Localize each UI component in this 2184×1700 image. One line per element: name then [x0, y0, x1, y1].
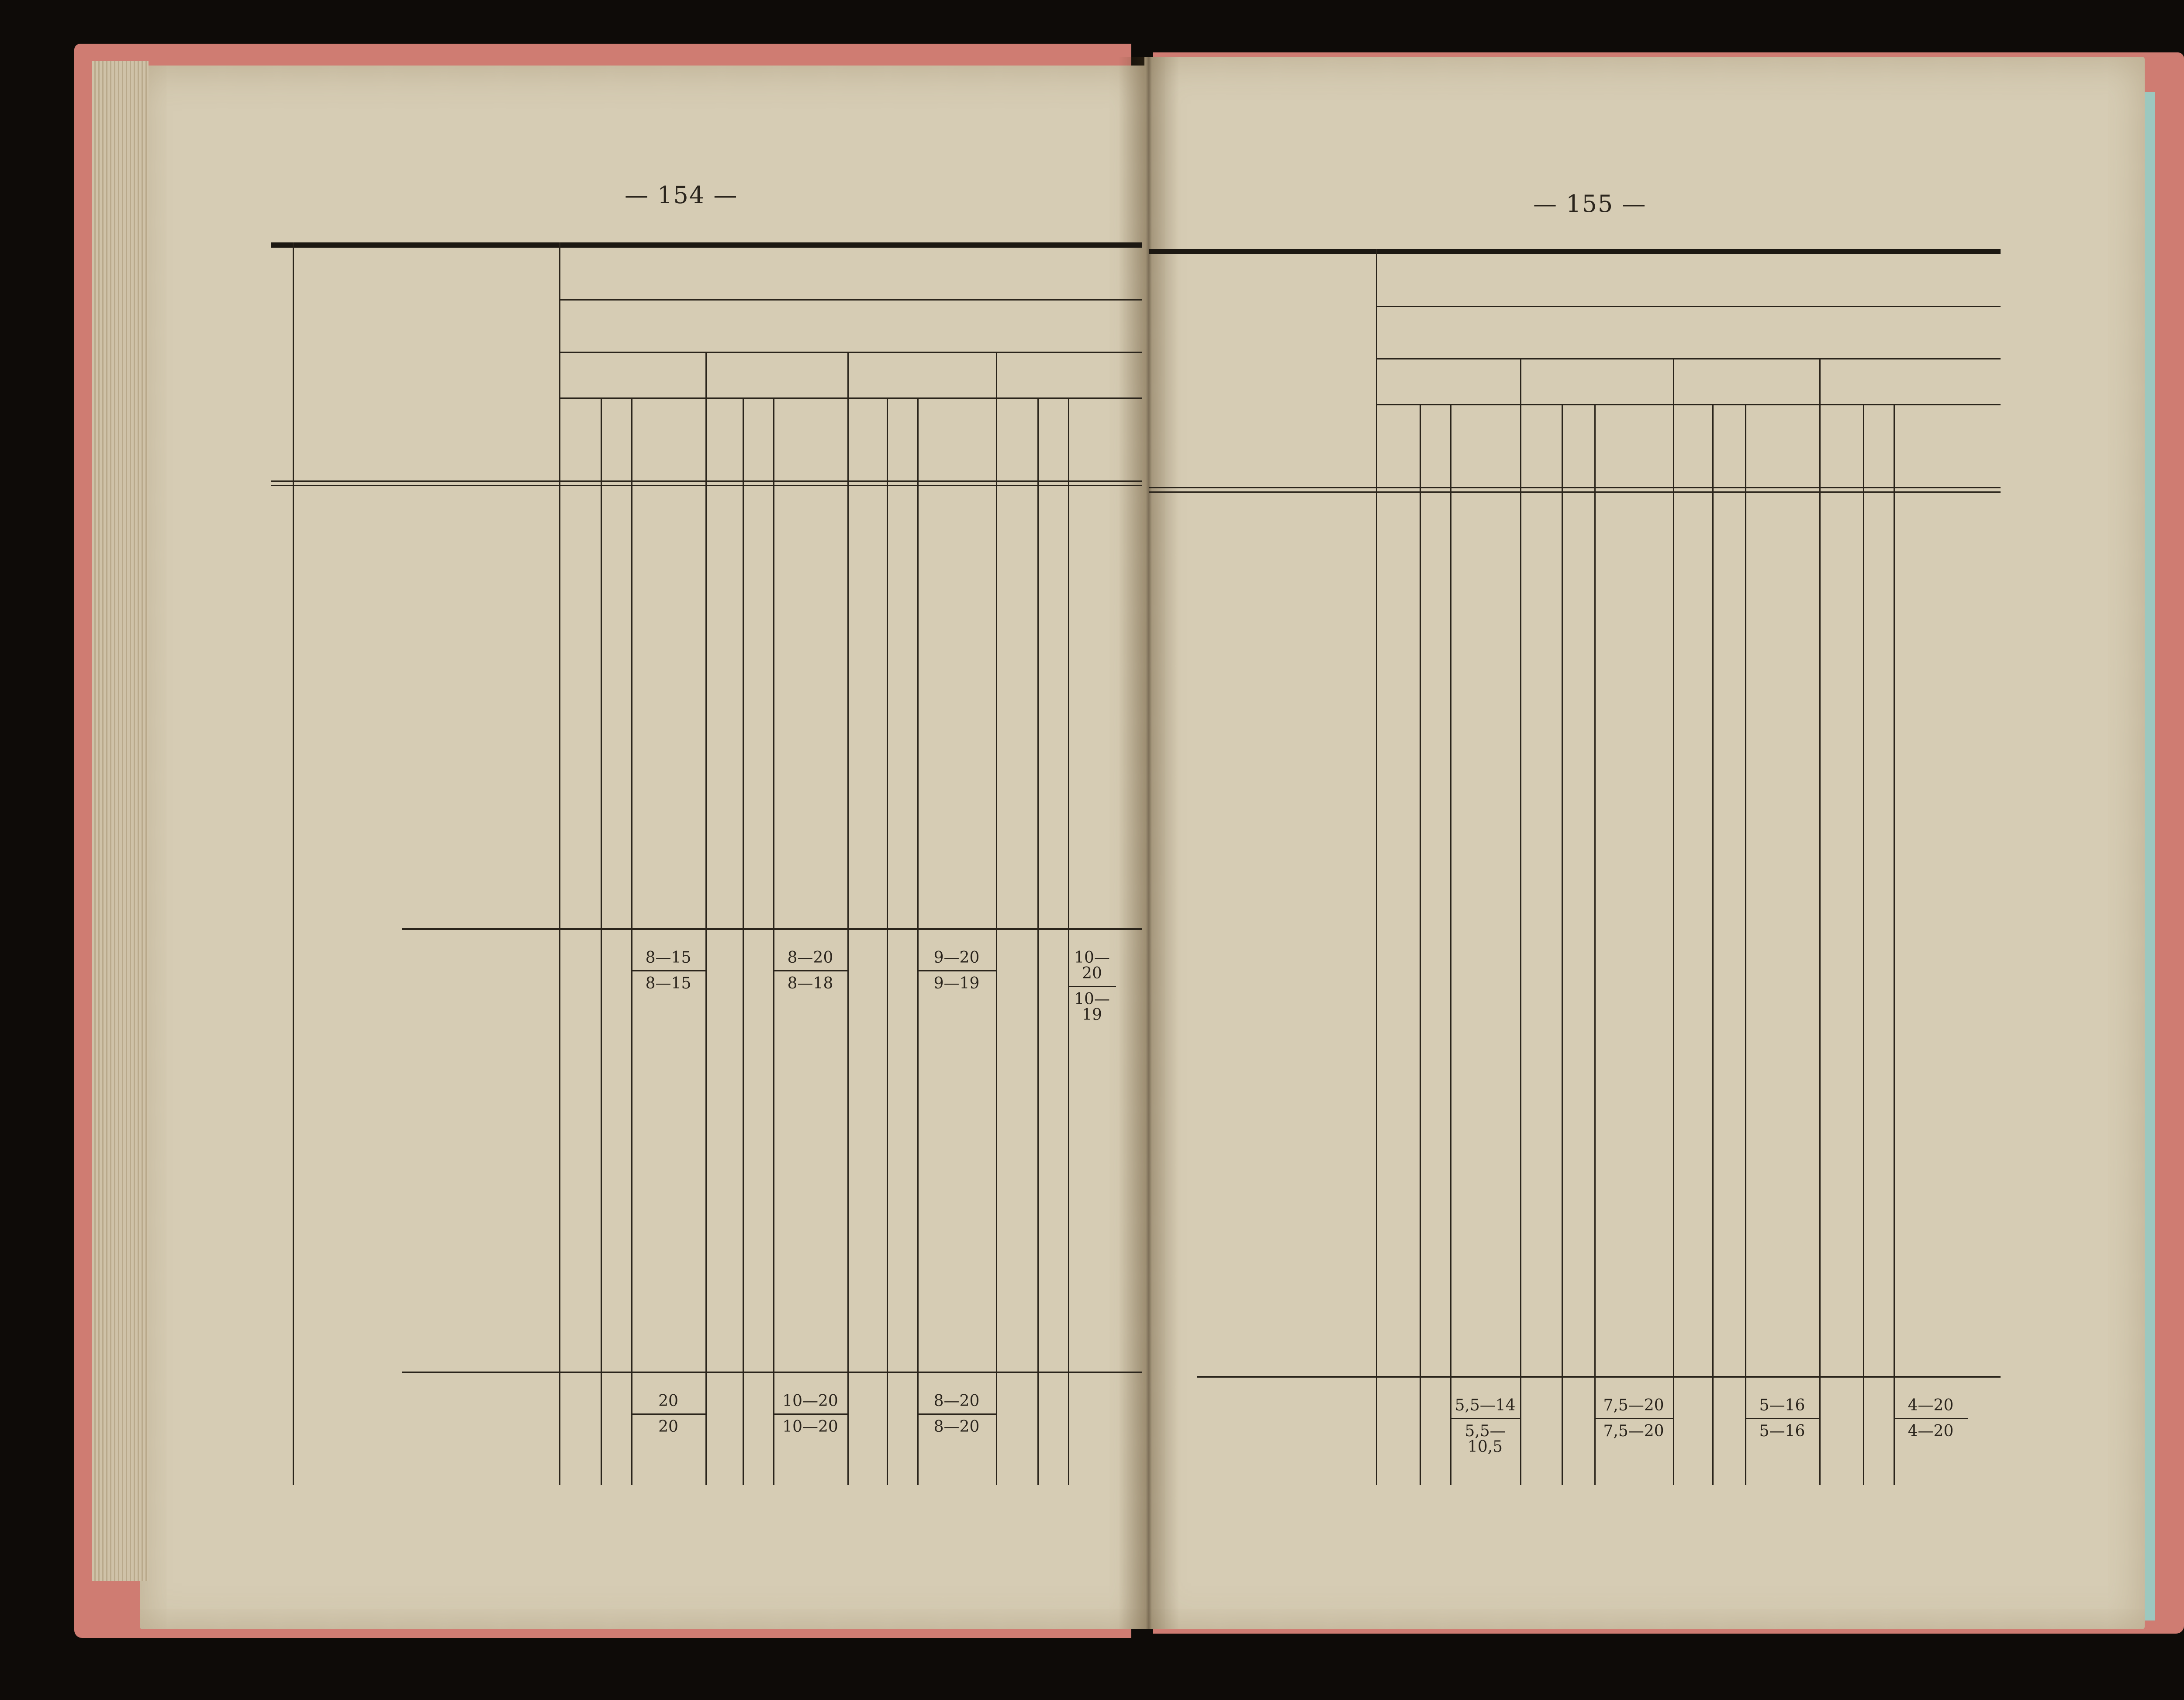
fraction-bar: [631, 970, 705, 971]
fraction-bottom: 5—16: [1759, 1422, 1805, 1440]
page-number-right: — 155 —: [1533, 190, 1647, 218]
right-col-divider-1: [1450, 404, 1451, 1485]
left-total-fraction: [773, 1393, 847, 1435]
left-col-divider-4: [773, 397, 774, 1485]
fraction-bottom: 4—20: [1908, 1422, 1954, 1440]
fraction-top: 20: [658, 1392, 678, 1410]
fraction-bar: [1894, 1418, 1968, 1419]
fraction-bar: [1594, 1418, 1673, 1419]
left-header-rule-1: [559, 299, 1142, 301]
right-total-fraction: [1745, 1398, 1819, 1439]
left-total-fraction: [1068, 950, 1116, 1023]
left-header-rule-2: [559, 352, 1142, 353]
fraction-bottom: 8—20: [933, 1418, 980, 1436]
left-header-bottom-b: [271, 485, 1142, 486]
fraction-top: 5,5—14: [1455, 1396, 1516, 1414]
fraction-bar: [631, 1413, 705, 1415]
left-total-fraction: [917, 1393, 996, 1435]
left-col-divider-3: [743, 397, 744, 1485]
left-col-divider-10: [1068, 397, 1069, 1485]
fraction-top: 8—20: [787, 949, 833, 967]
page-stack-edge: [92, 61, 149, 1581]
page-number-left: — 154 —: [625, 181, 738, 209]
right-header-rule-3: [1376, 404, 2001, 405]
left-total-fraction: [773, 950, 847, 992]
right-col-divider-0: [1420, 404, 1421, 1485]
right-total-fraction: [1894, 1398, 1968, 1439]
left-total-fraction: [631, 950, 705, 992]
fraction-top: 8—15: [645, 949, 691, 967]
right-page: [1144, 57, 2145, 1629]
left-total-fraction: [917, 950, 996, 992]
fraction-top: 7,5—20: [1603, 1396, 1664, 1414]
fraction-bar: [773, 970, 847, 971]
fraction-bottom: 10—20: [782, 1418, 838, 1436]
right-header-bottom-a: [1149, 487, 2001, 488]
left-crop-divider-2: [847, 352, 849, 1485]
right-col-divider-9: [1863, 404, 1864, 1485]
right-header-bottom-b: [1149, 491, 2001, 493]
fraction-bottom: 10—19: [1074, 990, 1110, 1024]
right-header-rule-2: [1376, 358, 2001, 359]
right-col-divider-7: [1745, 404, 1746, 1485]
fraction-bottom: 7,5—20: [1603, 1422, 1664, 1440]
right-total-fraction: [1450, 1398, 1520, 1455]
right-col-divider-6: [1712, 404, 1714, 1485]
left-left-border: [293, 242, 294, 1485]
fraction-bottom: 9—19: [933, 974, 980, 992]
fraction-bottom: 8—15: [645, 974, 691, 992]
fraction-bottom: 20: [658, 1418, 678, 1436]
fraction-top: 9—20: [933, 949, 980, 967]
fraction-top: 10—20: [782, 1392, 838, 1410]
right-crop-divider-3: [1819, 358, 1821, 1485]
right-top-rule: [1149, 249, 2001, 254]
fraction-bar: [1450, 1418, 1520, 1419]
fraction-bar: [917, 1413, 996, 1415]
left-crop-divider-3: [996, 352, 997, 1485]
fraction-bar: [773, 1413, 847, 1415]
fraction-top: 10—20: [1074, 949, 1110, 982]
left-col-divider-1: [631, 397, 632, 1485]
left-total-rule-1: [402, 1372, 1142, 1373]
left-header-rule-3: [559, 397, 1142, 399]
right-name-divider: [1376, 249, 1377, 1485]
fraction-bar: [917, 970, 996, 971]
right-crop-divider-1: [1520, 358, 1521, 1485]
fraction-bar: [1745, 1418, 1819, 1419]
fraction-top: 4—20: [1908, 1396, 1954, 1414]
fraction-top: 8—20: [933, 1392, 980, 1410]
left-col-divider-9: [1037, 397, 1039, 1485]
left-crop-divider-1: [705, 352, 707, 1485]
left-col-divider-6: [887, 397, 888, 1485]
right-total-rule-0: [1197, 1376, 2001, 1378]
left-col-divider-0: [601, 397, 602, 1485]
left-col-divider-7: [917, 397, 919, 1485]
left-total-fraction: [631, 1393, 705, 1435]
right-col-divider-10: [1894, 404, 1895, 1485]
fraction-bar: [1068, 986, 1116, 987]
book-gutter: [1118, 57, 1179, 1629]
left-total-rule-0: [402, 928, 1142, 930]
fraction-top: 5—16: [1759, 1396, 1805, 1414]
right-col-divider-3: [1562, 404, 1563, 1485]
right-crop-divider-2: [1673, 358, 1674, 1485]
fraction-bottom: 8—18: [787, 974, 833, 992]
right-col-divider-4: [1594, 404, 1596, 1485]
fraction-bottom: 5,5—10,5: [1465, 1422, 1506, 1456]
right-header-rule-1: [1376, 306, 2001, 307]
left-name-divider: [559, 242, 560, 1485]
left-top-rule: [271, 242, 1142, 248]
left-header-bottom-a: [271, 480, 1142, 482]
right-total-fraction: [1594, 1398, 1673, 1439]
